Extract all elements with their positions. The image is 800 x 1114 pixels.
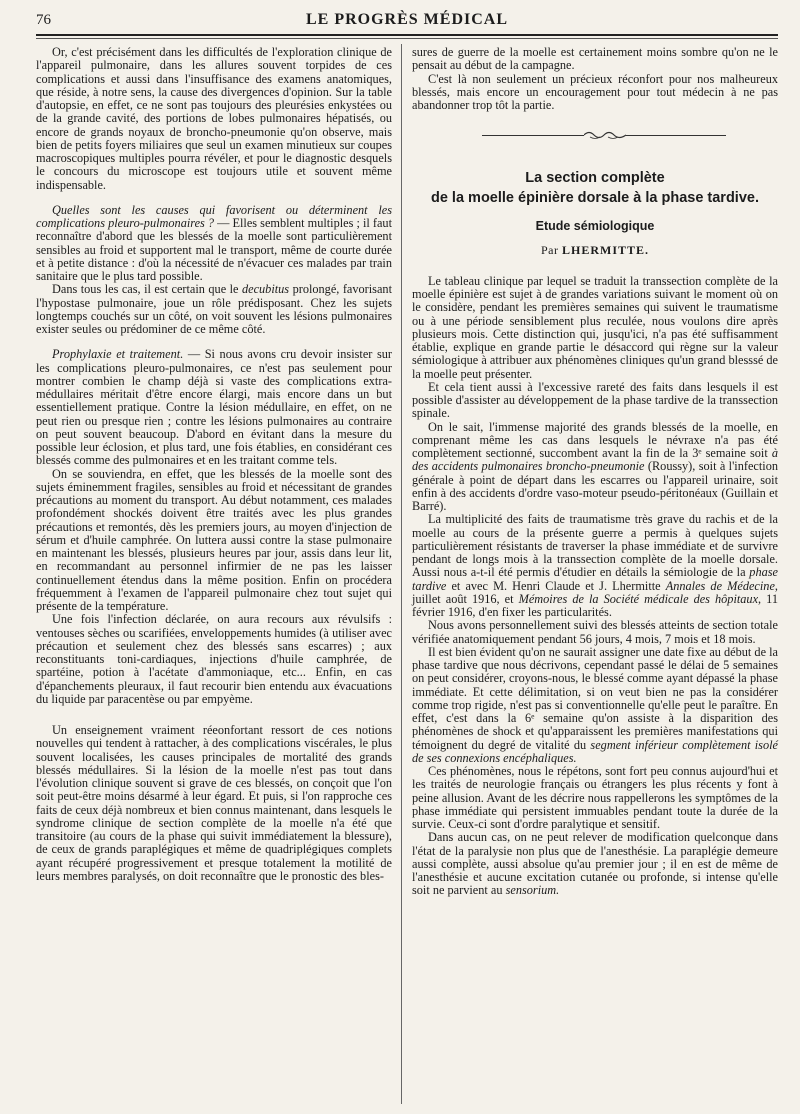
- paragraph: Le tableau clinique par lequel se traduit la transsection complète de la moelle épinière est sujet à de grandes variations suivant le moment où on le considère, pendant les premières semaines qui suivent le traumatisme ou à une période sensiblement plus reculée, nous voulons dire après plusieurs mois. Cette distinction qui, jusqu'ici, n'a pas été suffisamment établie, explique en grande partie le désaccord qui règne sur la valeur sémiologique à attribuer aux phénomènes cliniques qu'un grand blesssé de la moelle peut présenter.: [412, 273, 778, 381]
- paragraph: La multiplicité des faits de traumatisme très grave du rachis et de la moelle au cours de la présente guerre a permis à quelques sujets particulièrement résistants de traverser la phase immédiate et de survivre pendant de longs mois à la transsection complète de la moelle dorsale. Aussi nous a-t-il été permis d'étudier en détails la sémiologie de la phase tardive et avec M. Henri Claude et J. Lhermitte Annales de Médecine, juillet août 1916, et Mémoires de la Société médicale des hôpitaux, 11 février 1916, d'en fixer les particularités.: [412, 512, 778, 619]
- paragraph: Quelles sont les causes qui favorisent ou déterminent les complications pleuro-pulmonaires ? — Elles semblent multiples ; il faut reconnaître d'abord que les blessés de la moelle sont particulièrement sensibles au froid et supportent mal le transport, même de courte durée et à petite distance : d'où la nécessité de n'évacuer ces malades par train sanitaire que le plus tard possible.: [36, 202, 393, 283]
- ornament-flourish-icon: [584, 128, 626, 142]
- page-header: [36, 10, 778, 32]
- italic-lead: Quelles sont les causes qui favorisent ou déterminent les complications pleuro-pulmonaires ?: [36, 202, 392, 230]
- paragraph: Nous avons personnellement suivi des blessés atteints de section totale vérifiée anatomiquement pendant 56 jours, 4 mois, 7 mois et 18 mois.: [412, 618, 778, 646]
- paragraph: Et cela tient aussi à l'excessive rareté des faits dans lesquels il est possible d'assister au développement de la phase tardive de la transsection spinale.: [412, 379, 778, 421]
- paragraph: Or, c'est précisément dans les difficultés de l'exploration clinique de l'appareil pulmonaire, dans les allures souvent torpides de ces complications et aussi dans l'insuffisance des examens anatomiques, que réside, à notre sens, la cause des divergences d'opinion. Sur la table d'autopsie, en effet, ce ne sont pas toujours des pleurésies enkystées ou de la grande cavité, des portions de lobes pulmonaires hépatisés, ou encore de grands noyaux de broncho-pneumonie qu'on observe, mais bien de petits foyers miliaires que seul un examen minutieux sur coupes macroscopiques multiples pourra révéler, et pour le diagnostic desquels le concours du microscope est toujours utile et souvent même indispensable.: [36, 45, 392, 192]
- left-column: [36, 46, 392, 883]
- paragraph: Une fois l'infection déclarée, on aura recours aux révulsifs : ventouses sèches ou scarifiées, enveloppements humides (à utiliser avec précaution et seulement chez des blessés sans escarres) ; aux reconstituants toni-cardiaques, injections d'huile camphrée, de spartéine, potion à l'acétate d'ammoniaque, etc... Enfin, en cas d'épanchements pleuraux, il faut recourir bien entendu aux évacuations du liquide par paracentèse ou par empyème.: [36, 612, 392, 706]
- header-rule-thin: [36, 38, 778, 39]
- italic-lead: Prophylaxie et traitement.: [52, 347, 184, 362]
- right-column: [412, 46, 778, 898]
- paragraph: On le sait, l'immense majorité des grands blessés de la moelle, en comprenant même les cas dans lesquels le névraxe n'a pas été complètement sectionné, succombent avant la fin de la 3ᵉ semaine soit à des accidents pulmonaires broncho-pneumonie (Roussy), soit à l'infection générale à point de départ dans les escarres ou l'appareil urinaire, soit enfin à des accidents d'ordre vaso-moteur pseudo-péritonéaux (Guillain et Barré).: [412, 419, 778, 513]
- section-title: La section complète de la moelle épinière dorsale à la phase tardive.: [430, 170, 759, 207]
- author-line: Par LHERMITTE.: [540, 242, 649, 257]
- paragraph: Prophylaxie et traitement. — Si nous avons cru devoir insister sur les complications pleuro-pulmonaires, ce n'est pas seulement pour montrer combien le champ déjà si vaste des complications extra-médullaires méritait d'être encore élargi, mais encore dans un but essentiellement pratique. Contre la lésion médullaire, en effet, on ne peut rien ou presque rien ; contre les lésions pulmonaires au contraire on peut souvent beaucoup. D'abord en évitant dans la mesure du possible leur éclosion, et plus tard, une fois établies, en considérant ces blessés comme des pulmonaires et en les traitant comme tels.: [36, 347, 392, 468]
- author-name: LHERMITTE.: [561, 242, 649, 257]
- paragraph: sures de guerre de la moelle est certainement moins sombre qu'on ne le pensait au début de la campagne.: [412, 45, 778, 73]
- paragraph: Dans aucun cas, on ne peut relever de modification quelconque dans l'état de la paralysie non plus que de l'anesthésie. La paraplégie demeure aussi complète, aussi absolue qu'au premier jour ; il en est de même de l'anesthésie et aucune excitation cutanée ou profonde, si intense qu'elle soit ne parvient au sensorium.: [412, 830, 778, 898]
- paragraph: Ces phénomènes, nous le répétons, sont fort peu connus aujourd'hui et les traités de neurologie français ou étrangers les plus récents y font à peine allusion. Avant de les décrire nous rappellerons les symptômes de la phase immédiate qui persistent immuables pendant toute la durée de la survie. Ceux-ci sont d'ordre paralytique et sensitif.: [412, 764, 778, 831]
- running-title: LE PROGRÈS MÉDICAL: [305, 11, 509, 28]
- paragraph: Il est bien évident qu'on ne saurait assigner une date fixe au début de la phase tardive que nous décrivons, cependant passé le délai de 5 semaines on peut considérer, croyons-nous, le blessé comme ayant dépassé la phase immédiate. Et cette délimitation, si on veut bien ne pas la considérer comme trop rigide, n'est pas si conventionnelle qu'elle peut le paraître. En effet, c'est dans la 6ᵉ semaine qu'on assiste à la disparition des phénomènes de shock et qu'apparaissent les premières manifestations qui témoignent du degré de vitalité du segment inférieur complètement isolé de ses connexions encéphaliques.: [412, 644, 778, 765]
- paragraph: Un enseignement vraiment réeonfortant ressort de ces notions nouvelles qui tendent à rattacher, à des complications viscérales, le plus souvent localisées, les causes principales de mortalité des grands blessés médullaires. Si la lésion de la moelle n'est pas tout dans l'évolution clinique souvent si grave de ces blessés, on conçoit que l'on soit peut-être moins désarmé à leur égard. Et puis, si l'on rapproche ces faits de ceux déjà nombreux et bien connus maintenant, dans lesquels le syndrome clinique de section complète de la moelle n'a été que transitoire (au cours de la phase qui suivit immédiatement la blessure), de ceux de grands paraplégiques et même de quadriplégiques complets ayant récupéré progressivement et presque totalement la motilité de leurs membres paralysés, on doit reconnaître que le pronostic des bles-: [36, 723, 392, 883]
- paragraph: Dans tous les cas, il est certain que le decubitus prolongé, favorisant l'hypostase pulmonaire, joue un rôle prédisposant. Chez les sujets longtemps couchés sur un côté, on voit souvent les lésions pulmonaires exister seules ou prédominer de ce même côté.: [36, 282, 392, 336]
- header-rule: [36, 34, 778, 36]
- section-ornament: [412, 128, 778, 142]
- column-divider: [401, 44, 402, 1104]
- section-subtitle: Etude sémiologique: [535, 219, 655, 234]
- page-number: 76: [36, 12, 51, 28]
- paragraph: On se souviendra, en effet, que les blessés de la moelle sont des sujets éminemment fragiles, sensibles au froid et nécessitant de grandes précautions au moment du transport. Au début notamment, ces malades profondément shockés doivent être traités avec les plus grandes précautions et remontés, dès les premiers jours, au moyen d'injection de sérum et d'huile camphrée. On luttera aussi contre la stase pulmonaire en maintenant les blessés, plusieurs heures par jour, assis dans leur lit, en recommandant au personnel infirmier de ne pas les laisser continuellement étendus dans la même position. Enfin on procédera fréquemment à l'examen de l'appareil pulmonaire chez tout sujet qui présente de la température.: [36, 466, 392, 613]
- paragraph: C'est là non seulement un précieux réconfort pour nos malheureux blessés, mais encore un encouragement pour tout médecin à ne pas abandonner trop tôt la partie.: [412, 71, 778, 112]
